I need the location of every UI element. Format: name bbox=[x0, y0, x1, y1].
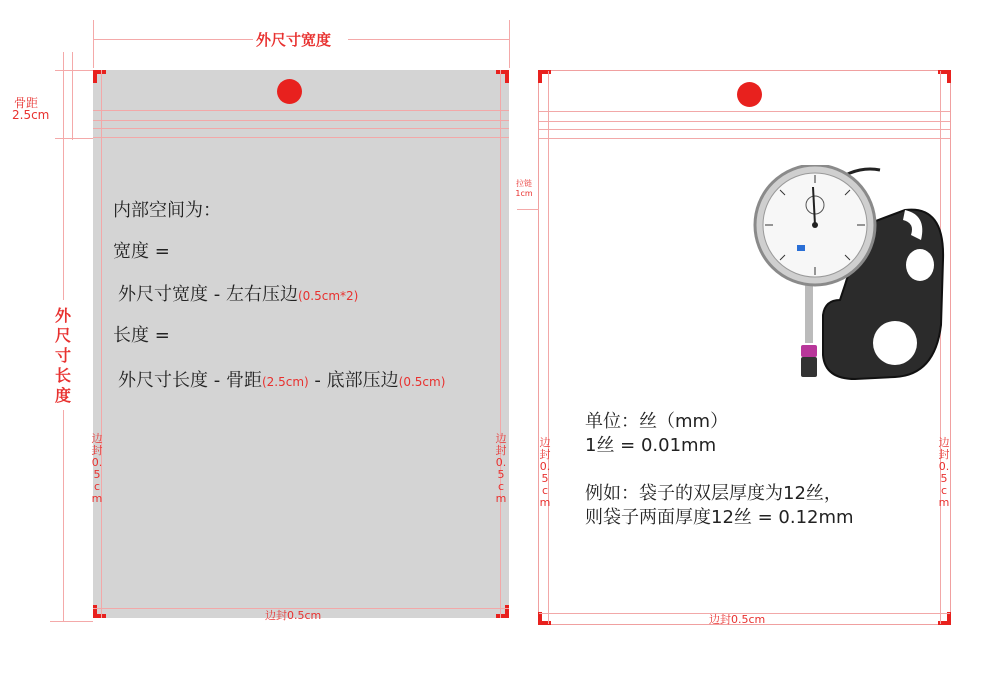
width-guide-left bbox=[93, 20, 94, 68]
gauge-lift-button bbox=[801, 345, 817, 357]
outer-length-label bbox=[54, 306, 72, 406]
unit-line: 单位：丝（mm） bbox=[585, 411, 729, 432]
bone-distance-value: 2.5cm bbox=[12, 108, 50, 122]
corner-mark bbox=[496, 605, 509, 618]
outer-length-char: 外 bbox=[54, 306, 71, 325]
length-formula bbox=[118, 366, 445, 392]
corner-mark bbox=[538, 70, 551, 83]
outer-length-char: 尺 bbox=[54, 326, 71, 345]
length-guide-bottom bbox=[50, 621, 93, 622]
zipper-line bbox=[539, 129, 950, 130]
width-guide-right bbox=[509, 20, 510, 68]
zipper-line bbox=[93, 110, 509, 111]
outer-length-char: 长 bbox=[54, 366, 71, 385]
side-seal-label-right: 边封0.5cm bbox=[938, 436, 950, 509]
side-seal-label-left: 边封0.5cm bbox=[539, 436, 551, 509]
side-seal-line bbox=[548, 71, 549, 624]
example-line-2: 则袋子两面厚度12丝 = 0.12mm bbox=[585, 507, 854, 528]
width-formula-main: 外尺寸宽度 - 左右压边 bbox=[118, 284, 298, 305]
length-dimension-line-bottom bbox=[63, 410, 64, 622]
zipper-line bbox=[539, 138, 950, 139]
zipper-line bbox=[539, 121, 950, 122]
bone-distance-label: 骨距 bbox=[14, 96, 39, 110]
bone-guide-bottom bbox=[55, 138, 93, 139]
gauge-brand-mark bbox=[797, 245, 805, 251]
thickness-gauge-icon bbox=[745, 165, 945, 395]
zipper-value: 1cm bbox=[515, 189, 533, 198]
width-formula bbox=[118, 280, 358, 306]
zipper-label: 拉链 bbox=[516, 179, 532, 188]
zipper-line bbox=[93, 137, 509, 138]
bone-guide-top bbox=[55, 70, 93, 71]
corner-mark bbox=[496, 70, 509, 83]
zipper-line bbox=[93, 128, 509, 129]
width-dimension-line-right bbox=[348, 39, 509, 40]
length-label: 长度 = bbox=[113, 325, 170, 346]
width-dimension-line-left bbox=[93, 39, 253, 40]
bottom-seal-label: 边封0.5cm bbox=[265, 609, 322, 622]
bag-diagram-left bbox=[91, 70, 509, 622]
outer-length-char: 寸 bbox=[54, 346, 71, 365]
length-formula-note1: (2.5cm) bbox=[261, 375, 309, 389]
conversion-line: 1丝 = 0.01mm bbox=[585, 435, 717, 456]
example-line-1: 例如：袋子的双层厚度为12丝， bbox=[585, 483, 842, 504]
length-formula-part2: - 底部压边 bbox=[314, 370, 399, 391]
corner-mark bbox=[93, 605, 106, 618]
length-formula-part1: 外尺寸长度 - 骨距 bbox=[118, 370, 262, 391]
hang-hole-icon bbox=[737, 82, 762, 107]
gauge-needle-hub bbox=[812, 222, 818, 228]
zipper-guide bbox=[517, 209, 539, 210]
length-formula-note2: (0.5cm) bbox=[398, 375, 446, 389]
side-seal-line bbox=[101, 70, 102, 618]
width-formula-note: (0.5cm*2) bbox=[297, 289, 359, 303]
gauge-frame-hole bbox=[906, 249, 934, 281]
gauge-anvil bbox=[801, 357, 817, 377]
inner-space-heading: 内部空间为： bbox=[113, 200, 221, 221]
bone-dimension-line bbox=[72, 52, 73, 140]
zipper-line bbox=[93, 120, 509, 121]
zipper-line bbox=[539, 111, 950, 112]
width-label: 宽度 = bbox=[113, 241, 170, 262]
corner-mark bbox=[93, 70, 106, 83]
side-seal-line bbox=[500, 70, 501, 618]
gauge-frame-hole bbox=[873, 321, 917, 365]
bottom-seal-label: 边封0.5cm bbox=[709, 613, 766, 626]
outer-width-label: 外尺寸宽度 bbox=[256, 31, 332, 49]
gauge-stem bbox=[805, 283, 813, 343]
zipper-dimension bbox=[513, 179, 535, 199]
length-dimension-line-top bbox=[63, 52, 64, 300]
hang-hole-icon bbox=[277, 79, 302, 104]
outer-length-char: 度 bbox=[54, 386, 71, 405]
side-seal-label-left: 边封0.5cm bbox=[91, 432, 103, 505]
side-seal-label-right: 边封0.5cm bbox=[495, 432, 507, 505]
